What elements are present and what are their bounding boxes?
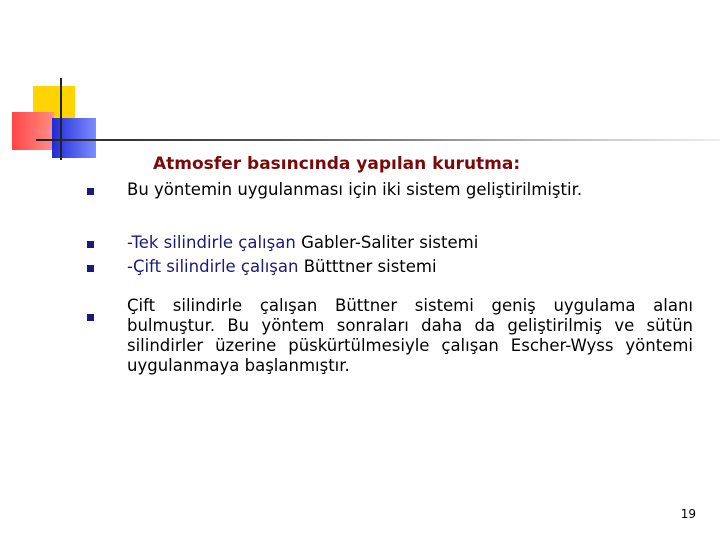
bullet-2-suffix: Gabler-Saliter sistemi <box>301 233 479 252</box>
bullet-text-3 <box>127 257 437 276</box>
slide-subtitle: Atmosfer basıncında yapılan kurutma: <box>153 154 521 174</box>
bullet-marker <box>87 314 94 321</box>
paragraph-line: silindirler üzerine püskürtülmesiyle çalışan Escher-Wyss yöntemi <box>127 336 693 355</box>
bullet-marker <box>87 241 94 248</box>
page-number: 19 <box>680 507 696 521</box>
paragraph-line: Çift silindirle çalışan Büttner sistemi geniş uygulama alanı <box>127 296 693 315</box>
bullet-3-suffix: Bütttner sistemi <box>303 257 437 276</box>
bullet-paragraph-4 <box>127 296 693 376</box>
decor-red-square <box>12 112 54 150</box>
title-divider-line <box>36 139 720 141</box>
paragraph-line: uygulanmaya başlanmıştır. <box>127 356 350 375</box>
decor-vertical-line <box>60 78 62 160</box>
bullet-3-prefix: -Çift silindirle çalışan <box>127 257 304 276</box>
bullet-marker <box>87 188 94 195</box>
paragraph-line: bulmuştur. Bu yöntem sonraları daha da geliştirilmiş ve sütün <box>127 316 693 335</box>
bullet-2-prefix: -Tek silindirle çalışan <box>127 233 302 252</box>
decor-blue-square <box>52 118 96 158</box>
bullet-text-2 <box>127 233 478 252</box>
bullet-text-1: Bu yöntemin uygulanması için iki sistem geliştirilmiştir. <box>127 180 583 199</box>
bullet-marker <box>87 265 94 272</box>
